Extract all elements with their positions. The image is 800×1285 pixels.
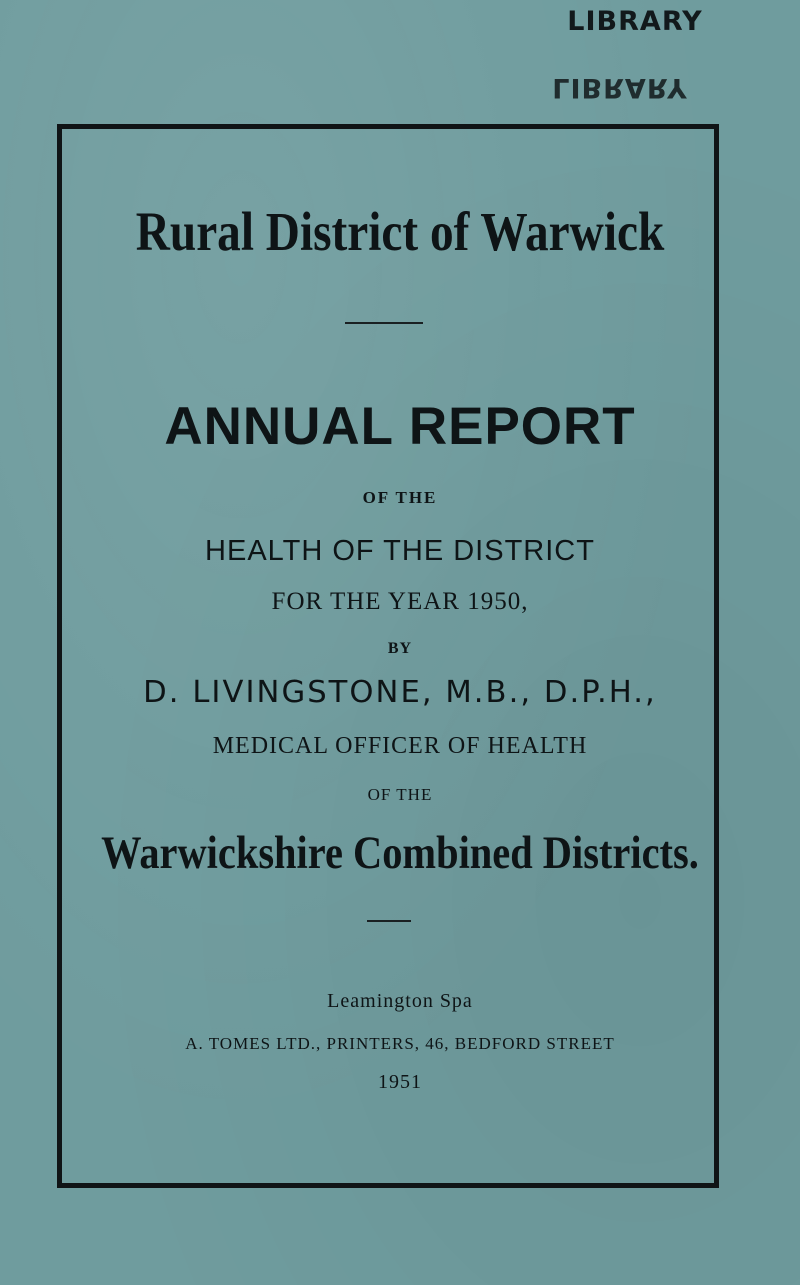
of-the-label: OF THE (362, 488, 438, 507)
imprint-place: Leamington Spa (327, 990, 473, 1012)
library-stamp-mirrored: LIBRARY (552, 72, 688, 103)
report-year: FOR THE YEAR 1950, (271, 588, 529, 615)
library-stamp: LIBRARY (567, 6, 703, 37)
report-title: ANNUAL REPORT (164, 397, 636, 456)
author-role: MEDICAL OFFICER OF HEALTH (212, 733, 588, 759)
divider-top (345, 322, 423, 324)
imprint-year: 1951 (378, 1071, 422, 1093)
imprint-printer: A. TOMES LTD., PRINTERS, 46, BEDFORD STREET (185, 1034, 615, 1053)
organisation-title: Warwickshire Combined Districts. (101, 827, 699, 879)
author-name: D. LIVINGSTONE, M.B., D.P.H., (143, 675, 657, 710)
report-subject: HEALTH OF THE DISTRICT (205, 535, 595, 567)
district-title: Rural District of Warwick (135, 201, 665, 262)
divider-bottom (367, 920, 411, 922)
of-the-label-2: OF THE (367, 785, 433, 804)
by-label: BY (387, 640, 413, 657)
